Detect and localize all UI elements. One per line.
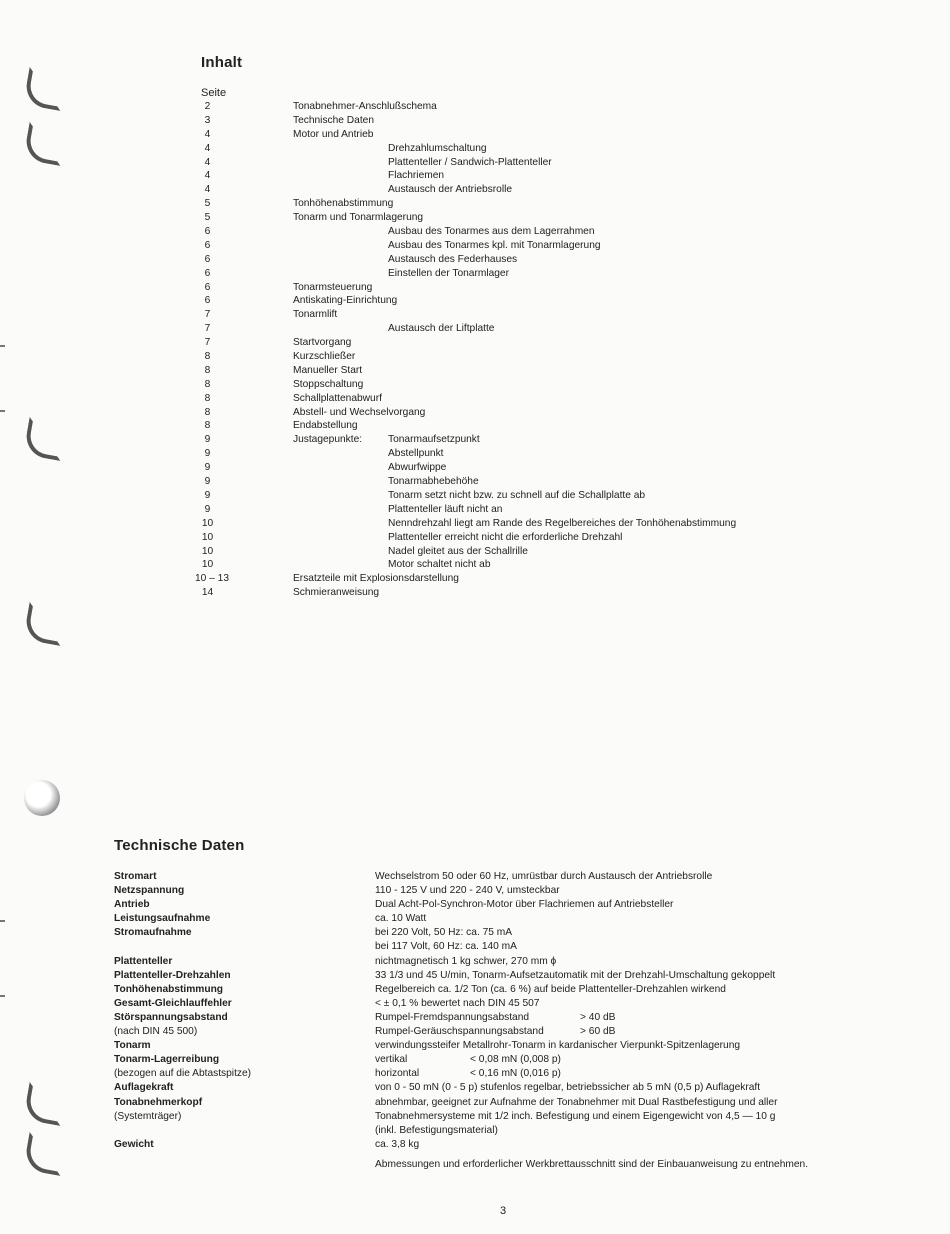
spec-value: Dual Acht-Pol-Synchron-Motor über Flachriemen auf Antriebsteller — [375, 899, 674, 911]
spec-label: Netzspannung — [114, 885, 185, 897]
toc-page-number: 9 — [204, 462, 211, 474]
edge-mark — [0, 920, 5, 922]
toc-entry-text: Antiskating-Einrichtung — [293, 295, 398, 307]
toc-page-number: 8 — [204, 364, 211, 376]
binder-hole-mark — [23, 1082, 67, 1126]
toc-entry-text: Drehzahlumschaltung — [388, 142, 487, 154]
toc-page-number: 7 — [204, 337, 211, 349]
toc-page-number: 10 — [201, 531, 214, 543]
spec-row — [114, 926, 914, 940]
toc-entry-text: Justagepunkte: — [293, 434, 363, 446]
toc-page-number: 6 — [204, 253, 211, 265]
toc-entry — [195, 169, 835, 183]
spec-label: Gesamt-Gleichlauffehler — [114, 997, 232, 1009]
page-number: 3 — [500, 1205, 507, 1217]
toc-page-number: 4 — [204, 128, 211, 140]
spec-value-secondary: > 40 dB — [580, 1011, 616, 1023]
binder-hole — [24, 780, 60, 816]
toc-entry — [195, 156, 835, 170]
spec-value: bei 220 Volt, 50 Hz: ca. 75 mA — [375, 927, 513, 939]
toc-entry — [195, 322, 835, 336]
toc-entry — [195, 142, 835, 156]
toc-entry-text: Schmieranweisung — [293, 587, 380, 599]
spec-value: Tonabnehmersysteme mit 1/2 inch. Befestigung und einem Eigengewicht von 4,5 — 10 g — [375, 1110, 776, 1122]
spec-row — [114, 884, 914, 898]
toc-entry — [195, 378, 835, 392]
toc-page-number: 10 — [201, 559, 214, 571]
spec-value: bei 117 Volt, 60 Hz: ca. 140 mA — [375, 941, 517, 953]
toc-entry-text: Nadel gleitet aus der Schallrille — [388, 545, 528, 557]
toc-entry — [195, 406, 835, 420]
spec-row — [114, 1096, 914, 1110]
spec-row — [114, 898, 914, 912]
toc-page-number: 9 — [204, 489, 211, 501]
binder-hole-mark — [23, 1132, 67, 1176]
toc-page-number: 8 — [204, 378, 211, 390]
toc-entry-text: Tonarmlift — [293, 309, 338, 321]
toc-entry — [195, 419, 835, 433]
toc-entry — [195, 183, 835, 197]
toc-entry — [195, 364, 835, 378]
toc-entry — [195, 350, 835, 364]
spec-row — [114, 983, 914, 997]
spec-value: ca. 10 Watt — [375, 913, 427, 925]
toc-page-number: 9 — [204, 503, 211, 515]
toc-entry — [195, 225, 835, 239]
toc-entry-text: Ausbau des Tonarmes aus dem Lagerrahmen — [388, 226, 595, 238]
spec-value: Wechselstrom 50 oder 60 Hz, umrüstbar durch Austausch der Antriebsrolle — [375, 871, 713, 882]
toc-page-number: 4 — [204, 156, 211, 168]
specs-title: Technische Daten — [114, 837, 245, 854]
binder-hole-mark — [23, 417, 67, 461]
toc-entry-text: Ersatzteile mit Explosionsdarstellung — [293, 573, 459, 585]
spec-value: vertikal < 0,08 mN (0,008 p) — [375, 1053, 915, 1067]
toc-entry-text: Stoppschaltung — [293, 378, 364, 390]
toc-entry — [195, 572, 835, 586]
toc-entry-text: Startvorgang — [293, 337, 352, 349]
toc-page-number: 10 – 13 — [195, 573, 229, 585]
spec-label: (bezogen auf die Abtastspitze) — [114, 1068, 252, 1080]
spec-row — [114, 969, 914, 983]
toc-page-number: 10 — [201, 545, 214, 557]
spec-label: Plattenteller — [114, 955, 173, 967]
spec-row — [114, 1110, 914, 1124]
spec-value: horizontal < 0,16 mN (0,016 p) — [375, 1067, 915, 1081]
toc-page-number: 3 — [204, 114, 211, 126]
toc-entry — [195, 392, 835, 406]
toc-entry-text: Tonarmsteuerung — [293, 281, 373, 293]
spec-row — [114, 1025, 914, 1039]
toc-list — [195, 100, 835, 600]
toc-entry — [195, 475, 835, 489]
spec-row — [114, 1124, 914, 1138]
toc-page-number: 5 — [204, 198, 211, 210]
toc-entry — [195, 100, 835, 114]
toc-entry-text: Abwurfwippe — [388, 462, 447, 474]
spec-label: Auflagekraft — [114, 1082, 174, 1094]
spec-label: Plattenteller-Drehzahlen — [114, 969, 231, 981]
toc-page-number: 9 — [204, 434, 211, 446]
toc-entry-text: Plattenteller läuft nicht an — [388, 503, 503, 515]
toc-page-number: 7 — [204, 323, 211, 335]
spec-label: Gewicht — [114, 1138, 154, 1150]
toc-page-number: 5 — [204, 212, 211, 224]
toc-entry-text: Technische Daten — [293, 114, 374, 126]
edge-mark — [0, 995, 5, 997]
toc-entry — [195, 253, 835, 267]
toc-entry — [195, 211, 835, 225]
spec-row — [114, 1039, 914, 1053]
toc-entry — [195, 433, 835, 447]
toc-entry-text: Tonarmaufsetzpunkt — [388, 434, 480, 446]
toc-entry — [195, 294, 835, 308]
binder-hole-mark — [23, 122, 67, 166]
toc-page-number: 6 — [204, 267, 211, 279]
spec-row — [114, 1011, 914, 1025]
spec-label: Tonabnehmerkopf — [114, 1096, 203, 1108]
toc-title: Inhalt — [201, 54, 243, 71]
toc-entry — [195, 558, 835, 572]
toc-page-number: 4 — [204, 142, 211, 154]
toc-entry-text: Motor und Antrieb — [293, 128, 374, 140]
spec-value: 33 1/3 und 45 U/min, Tonarm-Aufsetzautomatik mit der Drehzahl-Umschaltung gekoppelt — [375, 969, 776, 981]
toc-entry-text: Flachriemen — [388, 170, 445, 182]
spec-label: Tonarm — [114, 1040, 151, 1052]
toc-entry — [195, 461, 835, 475]
toc-page-number: 8 — [204, 392, 211, 404]
binder-hole-mark — [23, 67, 67, 111]
toc-entry-text: Tonarm setzt nicht bzw. zu schnell auf die Schallplatte ab — [388, 489, 646, 501]
toc-entry — [195, 197, 835, 211]
toc-entry — [195, 114, 835, 128]
toc-entry — [195, 503, 835, 517]
toc-entry — [195, 545, 835, 559]
edge-mark — [0, 345, 5, 347]
binder-hole-mark — [23, 602, 67, 646]
toc-entry — [195, 586, 835, 600]
toc-entry-text: Ausbau des Tonarmes kpl. mit Tonarmlagerung — [388, 239, 601, 251]
spec-label: Tonhöhenabstimmung — [114, 983, 224, 995]
toc-entry-text: Schallplattenabwurf — [293, 392, 382, 404]
spec-label: (nach DIN 45 500) — [114, 1026, 198, 1038]
spec-value: abnehmbar, geeignet zur Aufnahme der Tonabnehmer mit Dual Rastbefestigung und aller — [375, 1096, 778, 1108]
spec-label: Tonarm-Lagerreibung — [114, 1054, 220, 1066]
spec-value: 110 - 125 V und 220 - 240 V, umsteckbar — [375, 885, 560, 897]
spec-row — [114, 1081, 914, 1095]
toc-entry — [195, 239, 835, 253]
spec-value: nichtmagnetisch 1 kg schwer, 270 mm ϕ — [375, 955, 557, 967]
toc-entry-text: Manueller Start — [293, 364, 363, 376]
toc-entry-text: Austausch der Antriebsrolle — [388, 184, 513, 196]
toc-page-number: 9 — [204, 476, 211, 488]
toc-page-number: 6 — [204, 226, 211, 238]
spec-row — [114, 1053, 914, 1067]
toc-page-number: 10 — [201, 517, 214, 529]
toc-entry — [195, 128, 835, 142]
specs-table — [114, 870, 914, 1172]
toc-entry-text: Austausch der Liftplatte — [388, 323, 495, 335]
spec-value-secondary: < 0,16 mN (0,016 p) — [470, 1068, 561, 1080]
toc-page-number: 6 — [204, 239, 211, 251]
toc-page-number: 6 — [204, 281, 211, 293]
toc-entry-text: Kurzschließer — [293, 351, 356, 363]
spec-label: Stromaufnahme — [114, 927, 192, 939]
toc-page-number: 8 — [204, 406, 211, 418]
toc-entry — [195, 336, 835, 350]
spec-row — [114, 1158, 914, 1172]
spec-row — [114, 870, 914, 884]
spec-label: (Systemträger) — [114, 1110, 182, 1122]
spec-value: (inkl. Befestigungsmaterial) — [375, 1124, 498, 1136]
toc-entry-text: Motor schaltet nicht ab — [388, 559, 491, 571]
toc-entry — [195, 517, 835, 531]
spec-label: Störspannungsabstand — [114, 1011, 228, 1023]
spec-label: Stromart — [114, 871, 157, 882]
spec-row — [114, 997, 914, 1011]
toc-entry — [195, 531, 835, 545]
toc-entry-text: Tonhöhenabstimmung — [293, 198, 394, 210]
spec-value: Regelbereich ca. 1/2 Ton (ca. 6 %) auf beide Plattenteller-Drehzahlen wirkend — [375, 983, 726, 995]
spec-row — [114, 912, 914, 926]
toc-entry-text: Abstell- und Wechselvorgang — [293, 406, 426, 418]
toc-entry-text: Nenndrehzahl liegt am Rande des Regelbereiches der Tonhöhenabstimmung — [388, 517, 737, 529]
toc-page-number: 7 — [204, 309, 211, 321]
spec-label: Antrieb — [114, 899, 150, 911]
spec-row — [114, 940, 914, 954]
toc-entry-text: Abstellpunkt — [388, 448, 444, 460]
toc-entry-text: Endabstellung — [293, 420, 358, 432]
spec-value: < ± 0,1 % bewertet nach DIN 45 507 — [375, 997, 540, 1009]
toc-entry — [195, 267, 835, 281]
spec-value: ca. 3,8 kg — [375, 1138, 420, 1150]
spec-value: Rumpel-Geräuschspannungsabstand > 60 dB — [375, 1025, 915, 1039]
spec-row — [114, 955, 914, 969]
toc-page-number: 4 — [204, 170, 211, 182]
toc-page-number: 6 — [204, 295, 211, 307]
toc-page-number: 9 — [204, 448, 211, 460]
toc-page-number: 8 — [204, 351, 211, 363]
spec-value-secondary: < 0,08 mN (0,008 p) — [470, 1054, 561, 1066]
toc-entry — [195, 281, 835, 295]
toc-page-number: 8 — [204, 420, 211, 432]
toc-entry — [195, 308, 835, 322]
spec-value: verwindungssteifer Metallrohr-Tonarm in kardanischer Vierpunkt-Spitzenlagerung — [375, 1040, 741, 1052]
spec-value: von 0 - 50 mN (0 - 5 p) stufenlos regelbar, betriebssicher ab 5 mN (0,5 p) Auflagekraft — [375, 1082, 761, 1094]
toc-entry-text: Plattenteller / Sandwich-Plattenteller — [388, 156, 552, 168]
toc-entry-text: Plattenteller erreicht nicht die erforderliche Drehzahl — [388, 531, 623, 543]
toc-entry-text: Austausch des Federhauses — [388, 253, 518, 265]
spec-label: Leistungsaufnahme — [114, 913, 211, 925]
spec-row — [114, 1067, 914, 1081]
spec-value: Rumpel-Fremdspannungsabstand > 40 dB — [375, 1011, 915, 1025]
spec-value-secondary: > 60 dB — [580, 1026, 616, 1038]
toc-entry — [195, 489, 835, 503]
toc-entry-text: Tonarm und Tonarmlagerung — [293, 212, 424, 224]
toc-page-number: 4 — [204, 184, 211, 196]
toc-page-number: 2 — [204, 101, 211, 112]
toc-entry-text: Tonabnehmer-Anschlußschema — [293, 101, 437, 112]
toc-entry-text: Einstellen der Tonarmlager — [388, 267, 509, 279]
toc-entry — [195, 447, 835, 461]
toc-page-number: 14 — [201, 587, 214, 599]
edge-mark — [0, 410, 5, 412]
toc-entry-text: Tonarmabhebehöhe — [388, 476, 479, 488]
spec-value: Abmessungen und erforderlicher Werkbrettausschnitt sind der Einbauanweisung zu entnehmen. — [375, 1158, 809, 1170]
toc-page-column-header: Seite — [201, 87, 227, 99]
spec-row — [114, 1138, 914, 1152]
